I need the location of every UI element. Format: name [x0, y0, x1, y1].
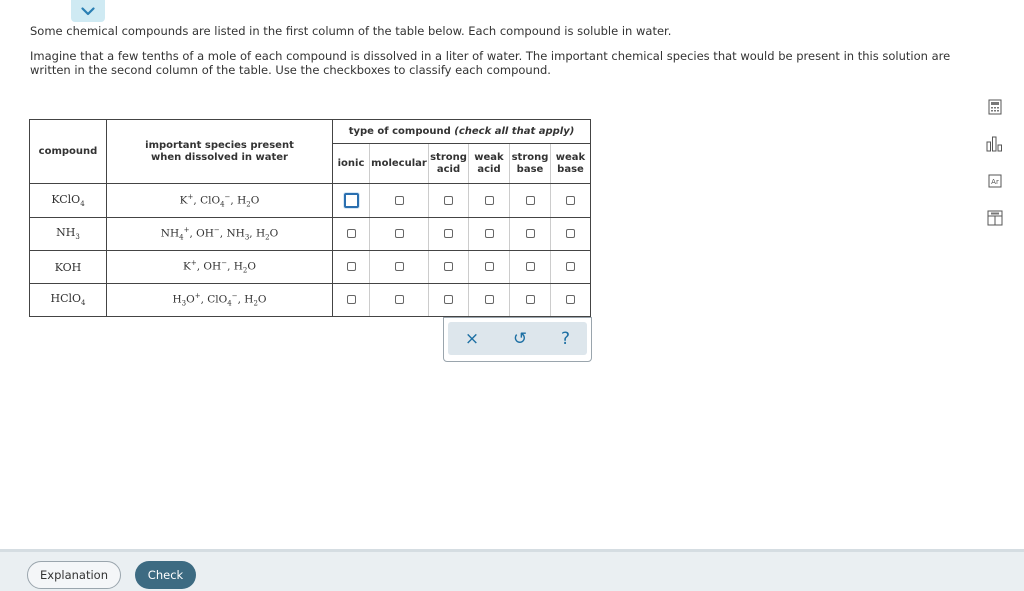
checkbox-cell	[551, 184, 591, 218]
checkbox-weak-base[interactable]	[566, 262, 575, 271]
checkbox-ionic[interactable]	[347, 262, 356, 271]
checkbox-cell	[429, 251, 469, 284]
checkbox-weak-acid[interactable]	[485, 295, 494, 304]
subheader-weak-base: weak base	[551, 144, 591, 184]
compound-cell: HClO$_4$	[30, 284, 107, 317]
table-row	[30, 251, 591, 284]
answer-actions	[443, 317, 592, 362]
footer-bar	[0, 549, 1024, 591]
checkbox-molecular[interactable]	[395, 295, 404, 304]
checkbox-weak-base[interactable]	[566, 229, 575, 238]
checkbox-strong-base[interactable]	[526, 262, 535, 271]
checkbox-cell	[370, 251, 429, 284]
checkbox-cell	[333, 284, 370, 317]
question-intro	[30, 24, 960, 88]
checkbox-weak-acid[interactable]	[485, 229, 494, 238]
checkbox-weak-acid[interactable]	[485, 196, 494, 205]
bar-chart-icon[interactable]	[984, 133, 1006, 155]
checkbox-weak-base[interactable]	[566, 196, 575, 205]
checkbox-cell	[469, 251, 510, 284]
explanation-button[interactable]: Explanation	[27, 561, 121, 589]
checkbox-molecular[interactable]	[395, 196, 404, 205]
species-cell: K+, OH−, $H_2O$	[107, 251, 333, 284]
help-button[interactable]: ?	[561, 328, 571, 349]
checkbox-cell	[551, 284, 591, 317]
intro-line-1: Some chemical compounds are listed in the first column of the table below. Each compound is soluble in water.	[30, 24, 672, 38]
clear-button[interactable]: ×	[464, 328, 480, 349]
tool-sidebar	[984, 96, 1006, 244]
header-species: important species present when dissolved in water	[107, 120, 333, 184]
species-cell: $NH_4^+$, OH−, $NH_3$, $H_2O$	[107, 218, 333, 251]
chevron-down-icon	[81, 7, 95, 16]
checkbox-strong-acid[interactable]	[444, 262, 453, 271]
checkbox-cell	[510, 184, 551, 218]
compound-cell: $NH_3$	[30, 218, 107, 251]
data-tables-icon[interactable]	[984, 207, 1006, 229]
calculator-icon[interactable]	[984, 96, 1006, 118]
checkbox-ionic[interactable]	[347, 295, 356, 304]
checkbox-ionic[interactable]	[347, 229, 356, 238]
intro-line-2: Imagine that a few tenths of a mole of each compound is dissolved in a liter of water. The important chemical species that would be present in this solution are written in the second column of the table. Use the checkboxes to classify each compound.	[30, 49, 951, 77]
subheader-weak-acid: weak acid	[469, 144, 510, 184]
checkbox-cell	[370, 284, 429, 317]
check-button[interactable]: Check	[135, 561, 196, 589]
checkbox-cell	[333, 184, 370, 218]
compound-cell: KOH	[30, 251, 107, 284]
undo-button[interactable]: ↺	[512, 328, 528, 349]
species-cell: $H_3O^+$, ClO$_4$−, $H_2O$	[107, 284, 333, 317]
checkbox-strong-acid[interactable]	[444, 196, 453, 205]
checkbox-strong-base[interactable]	[526, 196, 535, 205]
checkbox-cell	[469, 218, 510, 251]
subheader-strong-acid: strong acid	[429, 144, 469, 184]
header-type: type of compound (check all that apply)	[333, 120, 591, 144]
periodic-table-icon[interactable]	[984, 170, 1006, 192]
checkbox-molecular[interactable]	[395, 229, 404, 238]
checkbox-strong-base[interactable]	[526, 295, 535, 304]
checkbox-strong-base[interactable]	[526, 229, 535, 238]
table-row	[30, 184, 591, 218]
table-row	[30, 218, 591, 251]
compound-cell: KClO$_4$	[30, 184, 107, 218]
checkbox-ionic[interactable]	[344, 193, 359, 208]
checkbox-molecular[interactable]	[395, 262, 404, 271]
checkbox-cell	[429, 184, 469, 218]
header-compound: compound	[30, 120, 107, 184]
subheader-molecular: molecular	[370, 144, 429, 184]
checkbox-cell	[370, 218, 429, 251]
checkbox-cell	[469, 184, 510, 218]
svg-text:Ar: Ar	[991, 178, 999, 186]
subheader-ionic: ionic	[333, 144, 370, 184]
checkbox-cell	[333, 218, 370, 251]
checkbox-cell	[429, 218, 469, 251]
checkbox-strong-acid[interactable]	[444, 229, 453, 238]
checkbox-cell	[510, 251, 551, 284]
checkbox-cell	[333, 251, 370, 284]
checkbox-cell	[551, 251, 591, 284]
checkbox-cell	[551, 218, 591, 251]
checkbox-weak-acid[interactable]	[485, 262, 494, 271]
checkbox-cell	[370, 184, 429, 218]
collapse-toggle[interactable]	[71, 0, 105, 22]
checkbox-cell	[469, 284, 510, 317]
checkbox-weak-base[interactable]	[566, 295, 575, 304]
checkbox-cell	[510, 284, 551, 317]
table-row	[30, 284, 591, 317]
classification-table	[29, 119, 591, 317]
species-cell: K+, ClO$_4$−, $H_2O$	[107, 184, 333, 218]
checkbox-strong-acid[interactable]	[444, 295, 453, 304]
subheader-strong-base: strong base	[510, 144, 551, 184]
checkbox-cell	[429, 284, 469, 317]
checkbox-cell	[510, 218, 551, 251]
